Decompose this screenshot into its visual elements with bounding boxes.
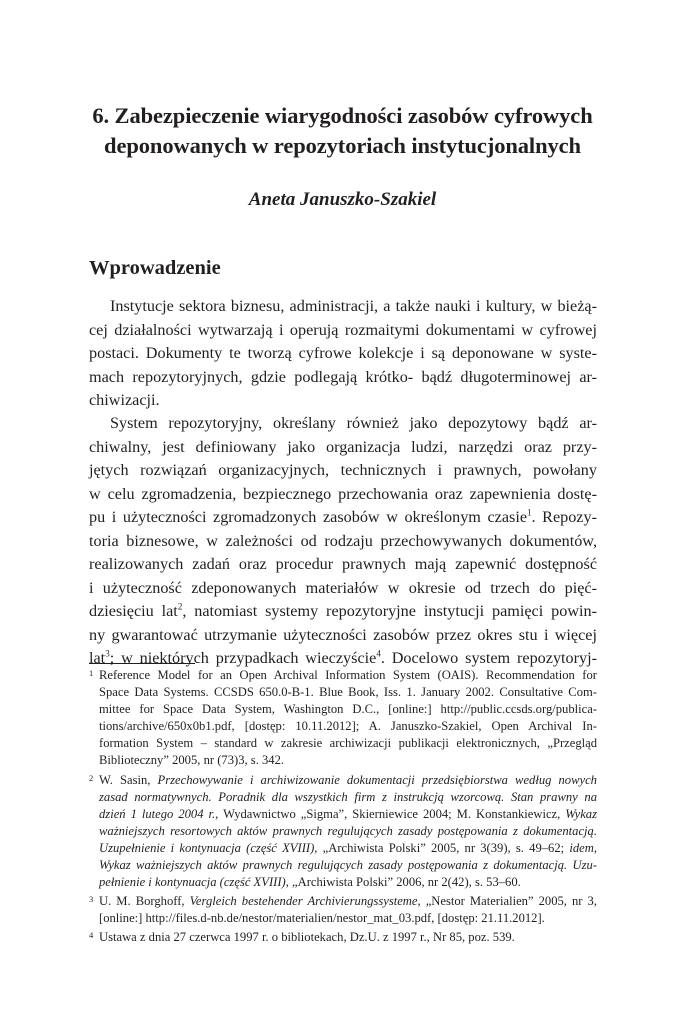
footnote-separator [89, 663, 195, 664]
paragraph-line: realizowanych zadań oraz procedur prawnych mają zapewnić dostępność [89, 555, 597, 573]
footnote-ref-2[interactable]: 2 [177, 601, 183, 612]
footnote-1 [89, 667, 597, 770]
footnote-ref-4[interactable]: 4 [376, 648, 381, 659]
text-segment: , „Nestor Materialien” 2005, nr 3, [417, 894, 597, 909]
text-segment: idem [569, 840, 594, 855]
paragraph-line: i użyteczność zdeponowanych materiałów w okresie od trzech do pięć- [89, 578, 597, 597]
text-segment: , „Archiwista Polski” 2006, nr 2(42), s. 53–60. [285, 875, 521, 890]
text-segment: . Docelowo system repozytoryj- [380, 649, 597, 667]
paragraph-line: ny gwarantować utrzymanie użyteczności zasobów przez okres stu i więcej [89, 625, 597, 644]
footnote-4 [89, 929, 597, 946]
text-segment: lat [89, 649, 106, 667]
footnotes [89, 667, 597, 949]
text-segment: dzień 1 lutego 2004 r. [99, 806, 216, 821]
text-segment: pu i użyteczności zgromadzonych zasobów w określonym czasie [89, 508, 528, 526]
chapter-title-line-2: deponowanych w repozytoriach instytucjonalnych [104, 133, 581, 158]
author-name: Aneta Januszko-Szakiel [248, 189, 437, 210]
footnote-line: formation System – standard w zakresie archiwizacji publikacji elektronicznych, „Przegląd [99, 736, 597, 751]
paragraph-2 [89, 412, 597, 671]
text-segment: , „Archiwista Polski” 2005, nr 3(39), s. 49–62; [314, 840, 570, 855]
text-segment: U. M. Borghoff, [99, 894, 190, 909]
text-segment: Uzupełnienie i kontynuacja (część XVIII) [99, 840, 315, 855]
text-segment: , natomiast systemy repozytoryjne instytucji pamięci powin- [182, 602, 597, 620]
paragraph-line: chiwizacji. [89, 391, 160, 409]
paragraph-line: jętych rozwiązań organizacyjnych, technicznych i prawnych, powołany [89, 461, 597, 479]
chapter-title-line-1: 6. Zabezpieczenie wiarygodności zasobów cyfrowych [92, 103, 593, 128]
footnote-line: Space Data Systems. CCSDS 650.0-B-1. Blue Book, Iss. 1. January 2002. Consultative Com- [99, 685, 597, 700]
footnote-ref-3[interactable]: 3 [105, 648, 110, 659]
chapter-title [80, 101, 605, 161]
footnote-line: Ustawa z dnia 27 czerwca 1997 r. o bibliotekach, Dz.U. z 1997 r., Nr 85, poz. 539. [99, 930, 515, 945]
text-segment: Vergleich bestehender Archivierungssysteme [189, 894, 418, 909]
footnote-number: 2 [89, 772, 94, 783]
section-heading: Wprowadzenie [89, 257, 221, 279]
footnote-2 [89, 772, 597, 892]
footnote-number: 3 [89, 894, 94, 905]
footnote-line: Reference Model for an Open Archival Information System (OAIS). Recommendation for [99, 668, 597, 682]
footnote-line: [online:] http://files.d-nb.de/nestor/materialien/nestor_mat_03.pdf, [dostęp: 21.11.2012]. [99, 911, 545, 926]
paragraph-line: mach repozytoryjnych, gdzie podlegają krótko- bądź długoterminowej ar- [89, 367, 597, 386]
text-segment: Przechowywanie i archiwizowanie dokumentacji przedsiębiorstwa według nowych [157, 772, 597, 787]
footnote-line [99, 874, 597, 891]
text-segment: . Repozy- [531, 508, 597, 526]
footnote-line [99, 772, 597, 789]
footnote-number: 1 [89, 668, 94, 678]
text-segment: , [593, 840, 597, 855]
paragraph-line: System repozytoryjny, określany również jako depozytowy bądź ar- [110, 414, 597, 432]
paragraph-line: chiwalny, jest definiowany jako organizacja ludzi, narzędzi oraz przy- [89, 437, 597, 456]
paragraph-line [89, 506, 597, 530]
paragraph-line [89, 600, 597, 624]
paragraph-line: w celu zgromadzenia, bezpiecznego przechowania oraz zapewnienia dostę- [89, 484, 597, 503]
paragraph-line: postaci. Dokumenty te tworzą cyfrowe kolekcje i są deponowane w syste- [89, 344, 597, 362]
paragraph-line: toria biznesowe, w zależności od rodzaju przechowywanych dokumentów, [89, 531, 597, 550]
paragraph-1 [89, 295, 597, 413]
footnote-line: Wykaz ważniejszych aktów prawnych regulujących zasady postępowania z dokumentacją. Uzu- [99, 858, 597, 873]
footnote-line: tions/archive/650x0b1.pdf, [dostęp: 10.11.2012]; A. Januszko-Szakiel, Open Archival In- [99, 719, 597, 734]
footnote-line: zasad normatywnych. Poradnik dla wszystkich firm z instrukcją wzorcową. Stan prawny na [99, 789, 597, 804]
text-segment: ; w niektórych przypadkach wieczyście [109, 649, 377, 667]
footnote-3 [89, 893, 597, 927]
footnote-ref-1[interactable]: 1 [527, 507, 532, 518]
paragraph-line: Instytucje sektora biznesu, administracji, a także nauki i kultury, w bieżą- [110, 297, 597, 315]
footnote-line: Biblioteczny” 2005, nr (73)3, s. 342. [99, 753, 285, 768]
footnote-line [99, 806, 597, 823]
text-segment: pełnienie i kontynuacja (część XVIII) [99, 875, 286, 890]
footnote-line: mittee for Space Data System, Washington D.C., [online:] http://public.ccsds.org/publica- [99, 702, 597, 717]
text-segment: Wykaz [565, 806, 598, 821]
footnote-line: ważniejszych resortowych aktów prawnych regulujących zasady postępowania z dokumentacją. [99, 823, 597, 838]
footnote-line [99, 840, 597, 857]
footnote-line [99, 893, 597, 910]
paragraph-line: cej działalności wytwarzają i operują rozmaitymi dokumentami w cyfrowej [89, 320, 597, 339]
footnote-number: 4 [89, 930, 94, 941]
text-segment: dziesięciu lat [89, 602, 178, 620]
text-segment: , Wydawnictwo „Sigma”, Skierniewice 2004; M. Konstankiewicz, [215, 806, 566, 821]
text-segment: W. Sasin, [99, 772, 158, 787]
